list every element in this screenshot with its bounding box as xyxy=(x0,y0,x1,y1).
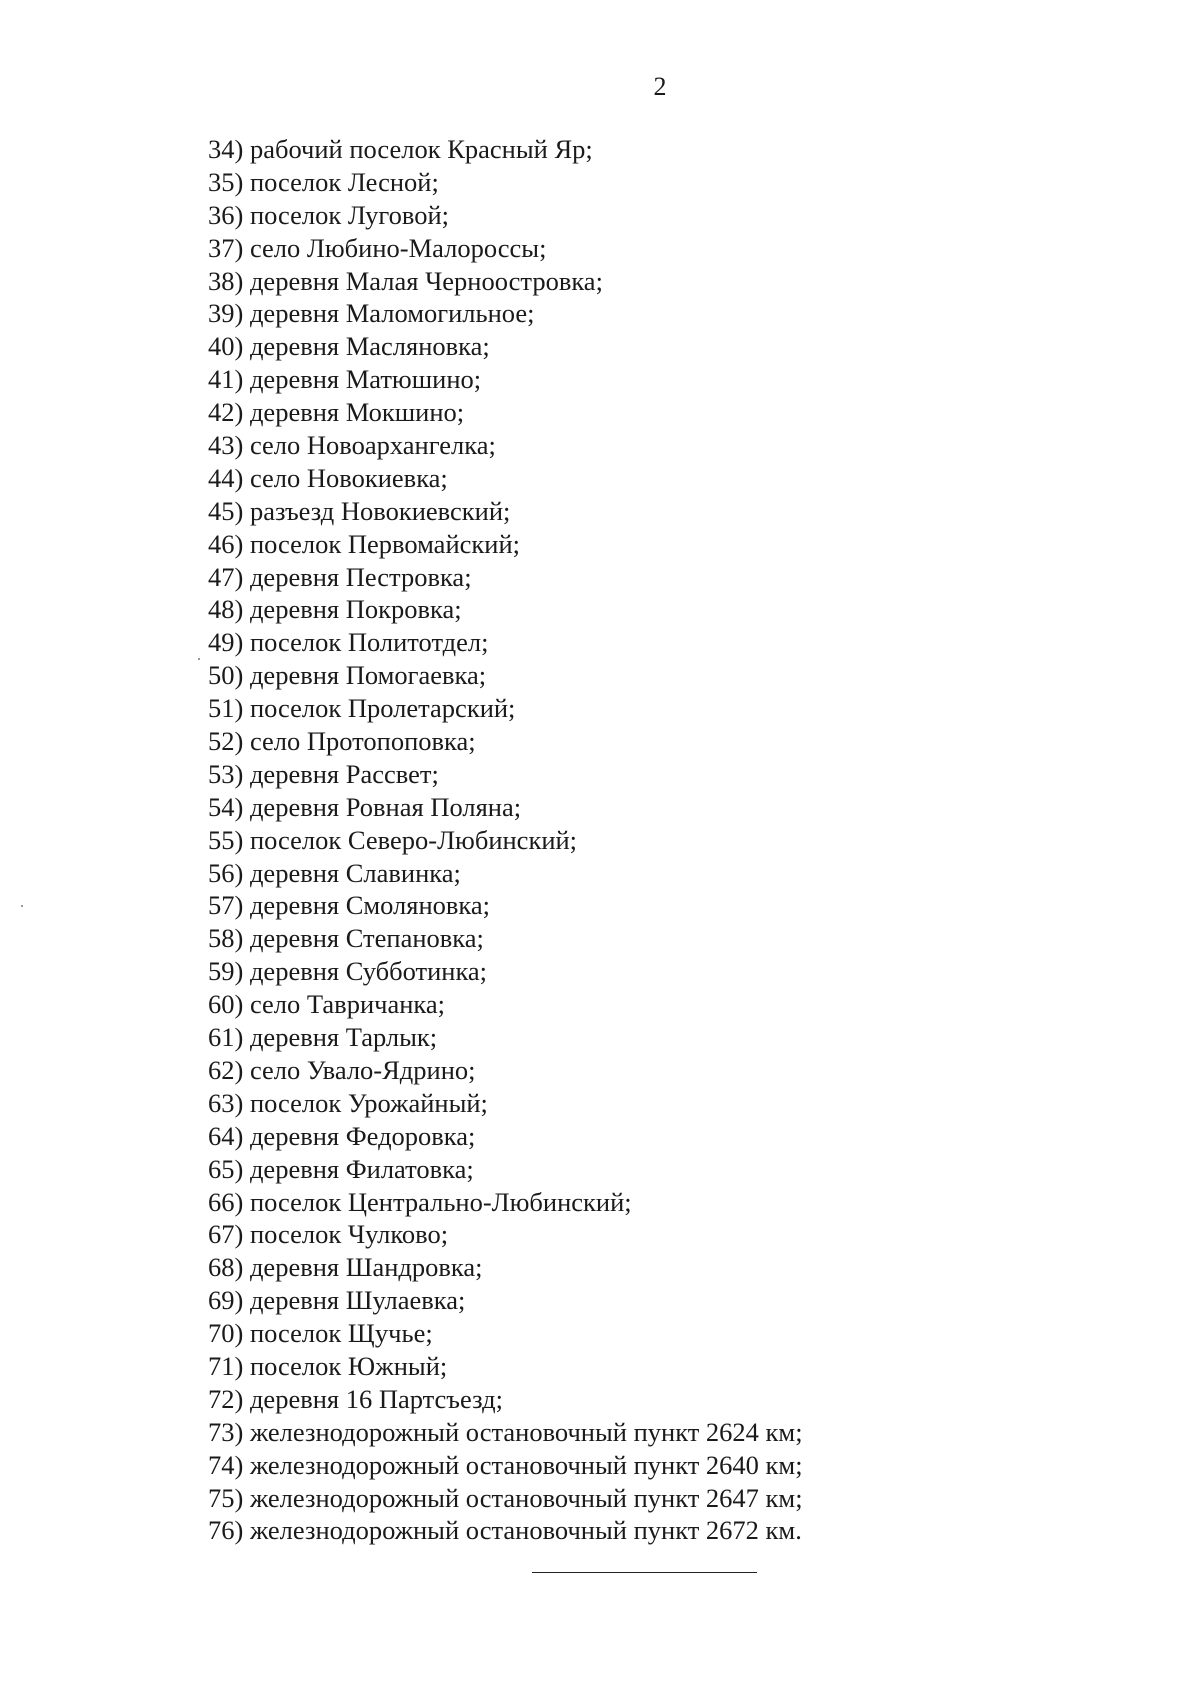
list-item: 51) поселок Пролетарский; xyxy=(208,693,516,724)
scan-speck xyxy=(198,658,200,660)
list-item: 67) поселок Чулково; xyxy=(208,1219,449,1250)
list-item: 58) деревня Степановка; xyxy=(208,923,484,954)
list-item: 57) деревня Смоляновка; xyxy=(208,890,491,921)
settlement-list xyxy=(208,133,803,1547)
list-item: 53) деревня Рассвет; xyxy=(208,758,439,789)
list-item: 45) разъезд Новокиевский; xyxy=(208,495,511,526)
list-item: 42) деревня Мокшино; xyxy=(208,397,465,428)
list-item: 68) деревня Шандровка; xyxy=(208,1252,483,1283)
list-item: 52) село Протопоповка; xyxy=(208,726,476,757)
list-item: 40) деревня Масляновка; xyxy=(208,331,490,362)
list-item: 39) деревня Маломогильное; xyxy=(208,298,535,329)
end-separator-line xyxy=(532,1572,757,1573)
list-item: 62) село Увало-Ядрино; xyxy=(208,1054,476,1085)
list-item: 43) село Новоархангелка; xyxy=(208,430,496,461)
list-item: 38) деревня Малая Черноостровка; xyxy=(208,265,603,296)
list-item: 50) деревня Помогаевка; xyxy=(208,660,487,691)
list-item: 49) поселок Политотдел; xyxy=(208,627,489,658)
scan-speck xyxy=(21,905,23,907)
list-item: 66) поселок Центрально-Любинский; xyxy=(208,1186,632,1217)
list-item: 34) рабочий поселок Красный Яр; xyxy=(208,134,593,164)
list-item: 73) железнодорожный остановочный пункт 2624 км; xyxy=(208,1416,803,1447)
list-item: 64) деревня Федоровка; xyxy=(208,1120,476,1151)
list-item: 70) поселок Щучье; xyxy=(208,1318,433,1349)
list-item: 55) поселок Северо-Любинский; xyxy=(208,824,578,855)
list-item: 46) поселок Первомайский; xyxy=(208,528,520,559)
list-item: 36) поселок Луговой; xyxy=(208,199,450,230)
list-item: 54) деревня Ровная Поляна; xyxy=(208,791,522,822)
list-item: 76) железнодорожный остановочный пункт 2672 км. xyxy=(208,1515,802,1546)
list-item: 63) поселок Урожайный; xyxy=(208,1087,488,1118)
list-item: 41) деревня Матюшино; xyxy=(208,364,482,395)
list-item: 56) деревня Славинка; xyxy=(208,857,461,888)
list-item: 37) село Любино-Малороссы; xyxy=(208,232,547,263)
list-item: 44) село Новокиевка; xyxy=(208,462,448,493)
list-item: 59) деревня Субботинка; xyxy=(208,956,488,987)
list-item: 75) железнодорожный остановочный пункт 2647 км; xyxy=(208,1482,803,1513)
list-item: 72) деревня 16 Партсъезд; xyxy=(208,1383,503,1414)
list-item: 60) село Тавричанка; xyxy=(208,989,445,1020)
list-item: 61) деревня Тарлык; xyxy=(208,1022,438,1053)
list-item: 74) железнодорожный остановочный пункт 2640 км; xyxy=(208,1449,803,1480)
list-item: 69) деревня Шулаевка; xyxy=(208,1285,466,1316)
list-item: 71) поселок Южный; xyxy=(208,1350,448,1381)
list-item: 65) деревня Филатовка; xyxy=(208,1153,474,1184)
list-item: 47) деревня Пестровка; xyxy=(208,561,472,592)
page-number: 2 xyxy=(653,72,667,101)
list-item: 35) поселок Лесной; xyxy=(208,166,439,197)
list-item: 48) деревня Покровка; xyxy=(208,594,462,625)
